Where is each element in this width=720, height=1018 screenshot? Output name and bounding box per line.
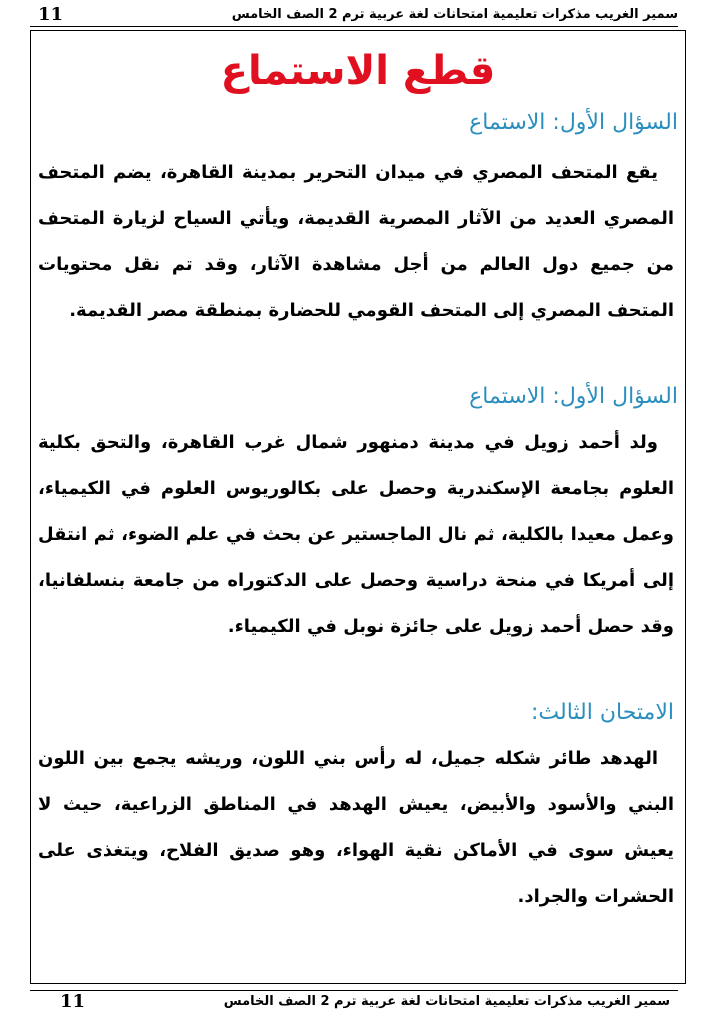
- footer-title: سمير الغريب مذكرات تعليمية امتحانات لغة عربية ترم 2 الصف الخامس: [223, 994, 670, 1009]
- section-paragraph-2: [38, 420, 674, 650]
- section-paragraph-1-text: يقع المتحف المصري في ميدان التحرير بمدينة القاهرة، يضم المتحف المصري العديد من الآثار المصرية القديمة، ويأتي السياح لزيارة المتحف من جميع دول العالم من أجل مشاهدة الآثار، وقد تم نقل محتويات المتحف المصري إلى المتحف القومي للحضارة بمنطقة مصر القديمة.: [38, 162, 674, 321]
- section-paragraph-2-text: ولد أحمد زويل في مدينة دمنهور شمال غرب القاهرة، والتحق بكلية العلوم بجامعة الإسكندرية وحصل على بكالوريوس العلوم في الكيمياء، وعمل معيدا بالكلية، ثم نال الماجستير عن بحث في علم الضوء، ثم انتقل إلى أمريكا في منحة دراسية وحصل على الدكتوراه من جامعة بنسلفانيا، وقد حصل أحمد زويل على جائزة نوبل في الكيمياء.: [38, 432, 674, 637]
- footer-page-number: 11: [60, 991, 86, 1012]
- page-header: [30, 4, 678, 27]
- main-title: قطع الاستماع: [220, 48, 496, 94]
- section-paragraph-3: [38, 736, 674, 920]
- section-paragraph-3-text: الهدهد طائر شكله جميل، له رأس بني اللون، وريشه يجمع بين اللون البني والأسود والأبيض، يعيش الهدهد في المناطق الزراعية، حيث لا يعيش سوى في الأماكن نقية الهواء، وهو صديق الفلاح، ويتغذى على الحشرات والجراد.: [38, 748, 674, 907]
- header-page-number: 11: [38, 4, 64, 25]
- section-heading-3: الامتحان الثالث:: [530, 700, 674, 725]
- header-title: سمير الغريب مذكرات تعليمية امتحانات لغة عربية ترم 2 الصف الخامس: [231, 7, 678, 22]
- section-heading-2: السؤال الأول: الاستماع: [469, 384, 678, 409]
- page-footer: [30, 990, 678, 1013]
- section-paragraph-1: [38, 150, 674, 334]
- section-heading-1: السؤال الأول: الاستماع: [469, 110, 678, 135]
